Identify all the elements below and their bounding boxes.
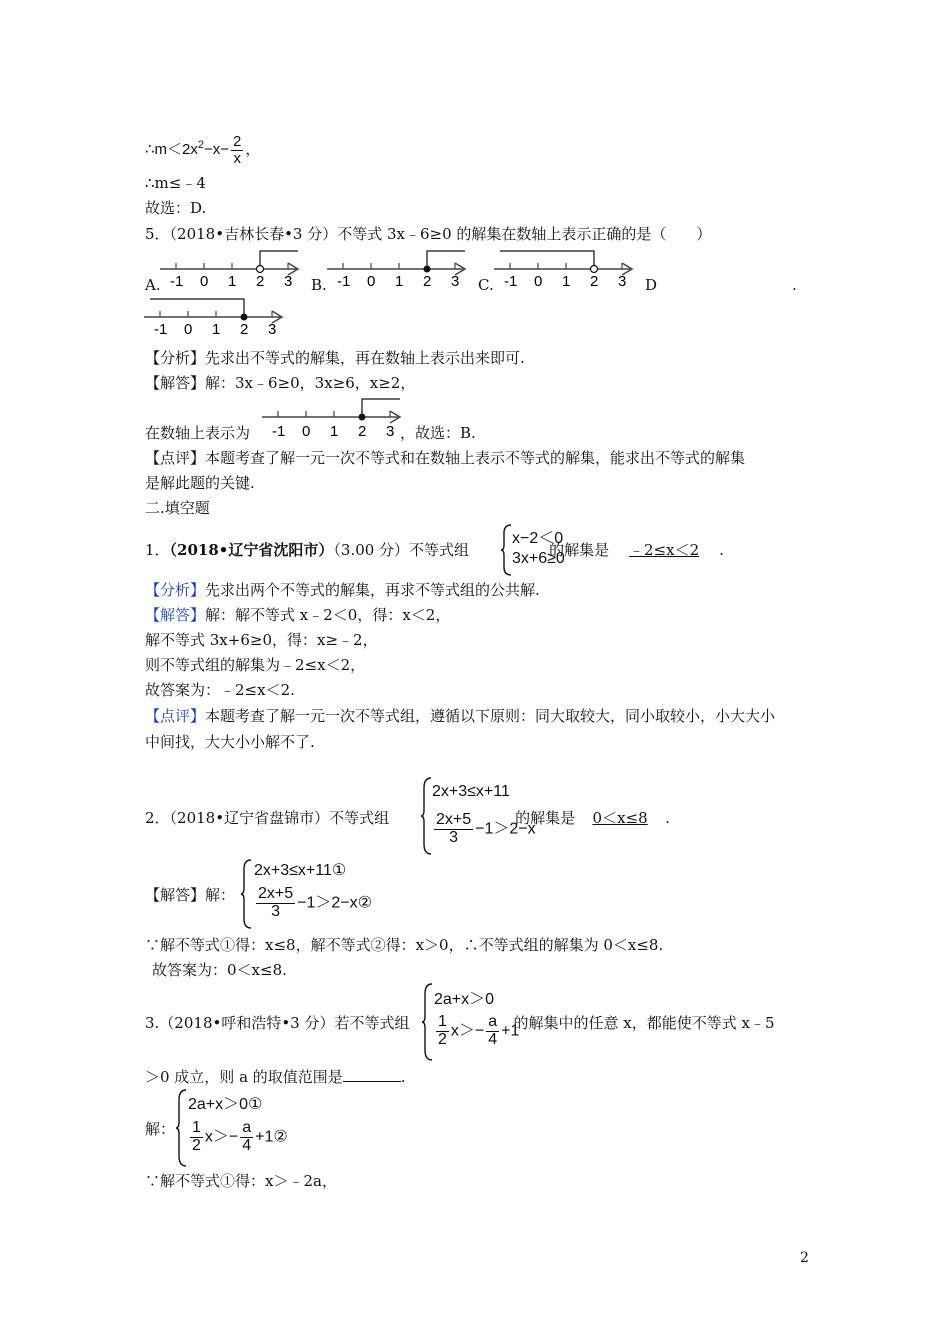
f3-sol-inequality-2	[188, 1120, 288, 1155]
l1-sup: 2	[197, 139, 205, 152]
f2-num: 2x+5	[436, 811, 472, 828]
tick-label: -1	[272, 423, 286, 440]
f2-rest: −1＞2−x	[475, 820, 536, 838]
f1-answer-text: 解：解不等式 x﹣2＜0，得：x＜2，	[205, 606, 451, 624]
number-line-a	[160, 247, 310, 293]
circle-1: ①	[248, 1096, 263, 1113]
tick-label: 2	[423, 273, 432, 290]
circle-2: ②	[357, 894, 372, 912]
f3-a-den: 4	[488, 1030, 498, 1048]
tick-label: 3	[284, 273, 293, 290]
f1-end: .	[719, 541, 724, 559]
f3-step-1: ∵解不等式①得：x＞﹣2a，	[145, 1172, 337, 1190]
f2-sol-den: 3	[271, 902, 281, 920]
fill-q1	[145, 540, 724, 560]
f3-pre: 3.（2018•呼和浩特•3 分）若不等式组	[145, 1014, 410, 1032]
f3-sol-a-fraction	[240, 1120, 253, 1155]
tick-label: 2	[256, 273, 265, 290]
f3-sol-mid: x＞−	[204, 1128, 239, 1146]
f3-mid: x＞−	[450, 1022, 485, 1040]
f3-sol-a-den: 4	[242, 1136, 252, 1154]
option-c-label: C.	[478, 276, 494, 294]
f3-half-num: 1	[438, 1013, 447, 1030]
tick-label: 2	[240, 321, 249, 338]
f2-inequality-2	[432, 812, 536, 847]
f1-step-2: 解不等式 3x+6≥0，得：x≥﹣2，	[145, 631, 378, 649]
number-line-d	[144, 295, 294, 341]
f1-comment	[145, 706, 775, 726]
f3-post: 的解集中的任意 x，都能使不等式 x﹣5	[513, 1014, 775, 1032]
tick-label: -1	[504, 273, 518, 290]
f1-source: （2018•辽宁省沈阳市）	[169, 541, 334, 559]
tick-label: 3	[386, 423, 395, 440]
number-line-answer	[262, 395, 412, 441]
tick-label: 1	[228, 273, 237, 290]
f3-sol-inequality-1	[188, 1091, 262, 1114]
f3-solution-label: 解：	[145, 1120, 176, 1138]
tick-label: 3	[618, 273, 627, 290]
tick-label: -1	[337, 273, 351, 290]
answer-5: 【解答】解：3x﹣6≥0，3x≥6，x≥2，	[145, 374, 416, 392]
f1-comment-2: 中间找，大大小小解不了.	[145, 733, 315, 751]
brace-icon	[421, 982, 433, 1062]
f1-analysis-text: 先求出两个不等式的解集，再求不等式组的公共解.	[205, 581, 540, 599]
f3-a-num: a	[488, 1013, 498, 1030]
l1-end: ，	[245, 141, 261, 159]
f1-answer-blank: ﹣2≤x＜2	[629, 541, 700, 559]
f2-step-1: ∵解不等式①得：x≤8，解不等式②得：x＞0，∴不等式组的解集为 0＜x≤8.	[145, 936, 664, 954]
tick-label: 2	[358, 423, 367, 440]
f3-sol-half-num: 1	[192, 1119, 201, 1136]
f2-inequality-1: 2x+3≤x+11	[432, 783, 510, 800]
tick-label: 0	[184, 321, 193, 338]
f3-sol-half-den: 2	[192, 1136, 201, 1154]
f2-sol-rest: −1＞2−x	[297, 894, 358, 912]
tick-label: -1	[154, 321, 168, 338]
f3-a-fraction	[486, 1014, 499, 1049]
brace-icon	[240, 858, 252, 930]
derivation-line-2: ∴m≤﹣4	[145, 174, 206, 192]
f1-inequality-1: x−2＜0	[512, 530, 564, 547]
f1-step-4: 故答案为：﹣2≤x＜2.	[145, 681, 295, 699]
l1-x: x	[190, 141, 198, 159]
f1-inequality-2: 3x+6≥0	[512, 550, 565, 567]
number-line-c	[494, 247, 644, 293]
tick-label: 0	[200, 273, 209, 290]
f2-den: 3	[449, 828, 459, 846]
f3-sol-a-num: a	[242, 1119, 252, 1136]
tick-label: 0	[302, 423, 311, 440]
f2-sol-fraction	[256, 886, 295, 921]
brace-icon	[500, 523, 512, 577]
brace-icon	[420, 776, 432, 856]
f3-line2-text: ＞0 成立，则 a 的取值范围是	[145, 1068, 343, 1086]
f1-step-3: 则不等式组的解集为﹣2≤x＜2，	[145, 656, 366, 674]
f3-sol-end: +1	[255, 1128, 274, 1146]
f2-sol-inequality-2	[254, 886, 372, 921]
f3-inequality-1: 2a+x＞0	[434, 991, 495, 1008]
option-a-label: A.	[145, 276, 161, 294]
tick-label: 3	[451, 273, 460, 290]
f2-step-2: 故答案为：0＜x≤8.	[152, 961, 287, 979]
f3-line2-end: .	[400, 1068, 406, 1086]
f1-comment-text: 本题考查了解一元一次不等式组，遵循以下原则：同大取较大，同小取较小，小大大小	[205, 707, 776, 725]
f3-line-2	[145, 1067, 406, 1087]
l1-mid: −x−	[204, 141, 230, 159]
l1-fraction	[231, 134, 243, 167]
f1-answer	[145, 605, 450, 625]
number-line-b	[327, 247, 477, 293]
f1-pre: 1．	[145, 541, 170, 559]
section-fill-in: 二.填空题	[145, 499, 210, 517]
f1-analysis-tag: 【分析】	[145, 581, 206, 599]
option-d-label: D	[645, 276, 658, 294]
f1-post: 的解集是	[549, 541, 610, 559]
f2-answer-blank: 0＜x≤8	[592, 809, 648, 827]
tick-label: 0	[534, 273, 543, 290]
f3-end: +1	[501, 1022, 520, 1040]
f3-half	[436, 1014, 449, 1049]
tick-label: 1	[395, 273, 404, 290]
l1-prefix: ∴m＜2	[145, 141, 191, 159]
f2-sol-num: 2x+5	[258, 885, 294, 902]
page-number: 2	[800, 1250, 809, 1266]
f3-half-den: 2	[438, 1030, 447, 1048]
shown-post: ，故选：B.	[400, 424, 476, 442]
tick-label: -1	[170, 273, 184, 290]
brace-icon	[175, 1088, 187, 1168]
tick-label: 0	[367, 273, 376, 290]
circle-2: ②	[273, 1128, 288, 1146]
f3-sol-half	[190, 1120, 203, 1155]
tick-label: 1	[212, 321, 221, 338]
f1-analysis	[145, 580, 540, 600]
choose-d: 故选：D.	[145, 199, 207, 217]
f2-sol-i1: 2x+3≤x+11	[254, 862, 332, 879]
question-5: 5．（2018•吉林长春•3 分）不等式 3x﹣6≥0 的解集在数轴上表示正确的是（ ）	[145, 225, 712, 243]
f2-pre: 2．（2018•辽宁省盘锦市）不等式组	[145, 809, 390, 827]
f3-answer-blank	[343, 1067, 401, 1082]
tick-label: 1	[330, 423, 339, 440]
tick-label: 2	[590, 273, 599, 290]
f2-sol-inequality-1	[254, 860, 346, 880]
l1-den: x	[233, 149, 241, 167]
f3-sol-i1: 2a+x＞0	[188, 1096, 249, 1113]
derivation-line-1	[145, 134, 260, 167]
f2-post: 的解集是	[515, 809, 576, 827]
fill-q2	[145, 808, 670, 828]
f3-inequality-2	[434, 1014, 519, 1049]
analysis-5: 【分析】先求出不等式的解集，再在数轴上表示出来即可.	[145, 349, 525, 367]
l1-num: 2	[233, 133, 242, 150]
shown-pre: 在数轴上表示为	[145, 424, 251, 442]
f1-comment-tag: 【点评】	[145, 707, 206, 725]
f1-answer-tag: 【解答】	[145, 606, 206, 624]
comment-5b: 是解此题的关键.	[145, 474, 255, 492]
tick-label: 3	[268, 321, 277, 338]
option-dot: .	[792, 276, 797, 294]
option-b-label: B.	[311, 276, 327, 294]
f2-answer-label: 【解答】解：	[145, 886, 236, 904]
f1-mid: （3.00 分）不等式组	[333, 541, 470, 559]
f2-end: .	[665, 809, 670, 827]
f2-fraction	[434, 812, 473, 847]
tick-label: 1	[562, 273, 571, 290]
comment-5a: 【点评】本题考查了解一元一次不等式和在数轴上表示不等式的解集，能求出不等式的解集	[145, 449, 746, 467]
circle-1: ①	[331, 862, 347, 879]
